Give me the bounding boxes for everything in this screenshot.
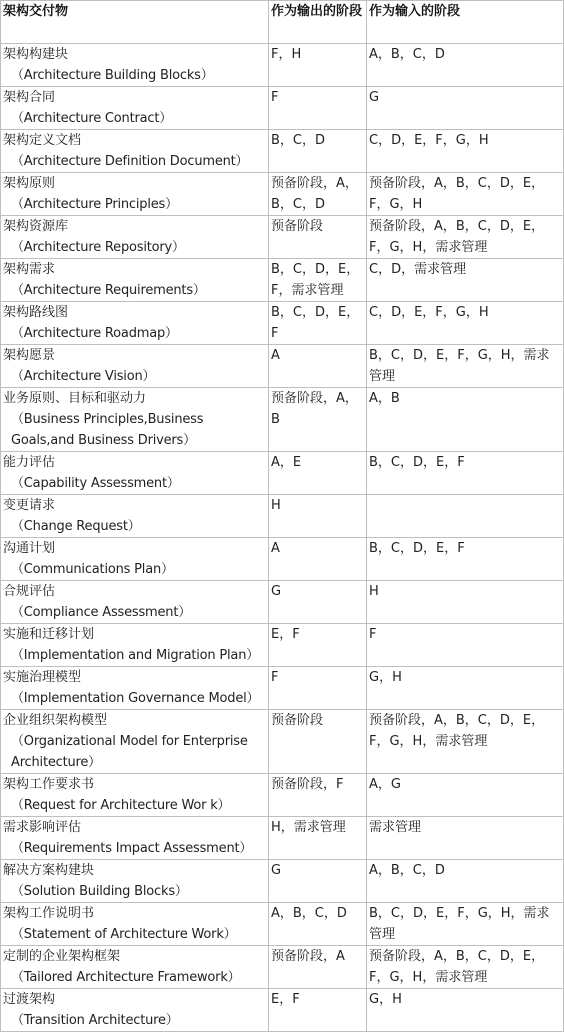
deliverable-name-en: （Compliance Assessment）	[11, 605, 192, 620]
output-phase-cell: H	[269, 495, 367, 538]
output-phase-cell: E，F	[269, 624, 367, 667]
deliverable-name-zh: 企业组织架构模型	[3, 713, 108, 728]
table-row	[1, 130, 564, 173]
deliverable-cell	[1, 667, 269, 710]
table-row	[1, 388, 564, 452]
input-phase-cell: G，H	[367, 667, 564, 710]
deliverable-cell	[1, 624, 269, 667]
input-phase-cell: G	[367, 87, 564, 130]
output-phase-cell: E，F	[269, 989, 367, 1032]
deliverable-name-en: （Implementation and Migration Plan）	[11, 648, 260, 663]
deliverable-name-en: （Business Principles,Business Goals,and Business Drivers）	[11, 412, 204, 448]
deliverable-name-zh: 解决方案构建块	[3, 863, 95, 878]
table-row	[1, 817, 564, 860]
deliverable-name-en: （Architecture Definition Document）	[11, 154, 249, 169]
input-phase-cell	[367, 495, 564, 538]
deliverable-name-zh: 业务原则、目标和驱动力	[3, 391, 147, 406]
input-phase-cell: B，C，D，E，F	[367, 452, 564, 495]
input-phase-cell: H	[367, 581, 564, 624]
table-row	[1, 345, 564, 388]
table-row	[1, 667, 564, 710]
deliverable-name-en: （Statement of Architecture Work）	[11, 927, 237, 942]
output-phase-cell: 预备阶段，A	[269, 946, 367, 989]
deliverable-name-en: （Architecture Building Blocks）	[11, 68, 214, 83]
table-row	[1, 538, 564, 581]
deliverable-name-zh: 架构工作说明书	[3, 906, 95, 921]
deliverable-name-en: （Tailored Architecture Framework）	[11, 970, 241, 985]
deliverable-cell	[1, 903, 269, 946]
table-row	[1, 87, 564, 130]
table-row	[1, 452, 564, 495]
deliverable-name-en: （Organizational Model for Enterprise Architecture）	[11, 734, 248, 770]
header-row	[1, 1, 564, 44]
input-phase-cell: C，D，需求管理	[367, 259, 564, 302]
table-row	[1, 259, 564, 302]
input-phase-cell: G，H	[367, 989, 564, 1032]
deliverable-name-en: （Capability Assessment）	[11, 476, 180, 491]
deliverable-cell	[1, 946, 269, 989]
deliverable-name-zh: 过渡架构	[3, 992, 56, 1007]
output-phase-cell: 预备阶段，F	[269, 774, 367, 817]
input-phase-cell: 预备阶段，A，B，C，D，E，F，G，H，需求管理	[367, 216, 564, 259]
output-phase-cell: B，C，D，E，F	[269, 302, 367, 345]
deliverable-name-en: （Communications Plan）	[11, 562, 174, 577]
table-row	[1, 302, 564, 345]
output-phase-cell: G	[269, 860, 367, 903]
deliverable-name-en: （Architecture Roadmap）	[11, 326, 178, 341]
deliverable-cell	[1, 345, 269, 388]
deliverable-name-en: （Request for Architecture Wor k）	[11, 798, 231, 813]
deliverable-cell	[1, 860, 269, 903]
output-phase-cell: A，B，C，D	[269, 903, 367, 946]
output-phase-cell: B，C，D	[269, 130, 367, 173]
deliverable-name-en: （Change Request）	[11, 519, 141, 534]
input-phase-cell: 预备阶段，A，B，C，D，E，F，G，H	[367, 173, 564, 216]
deliverable-cell	[1, 452, 269, 495]
deliverable-cell	[1, 581, 269, 624]
deliverable-name-zh: 架构定义文档	[3, 133, 82, 148]
deliverable-cell	[1, 710, 269, 774]
table-row	[1, 624, 564, 667]
deliverable-cell	[1, 44, 269, 87]
input-phase-cell: 预备阶段，A，B，C，D，E，F，G，H，需求管理	[367, 946, 564, 989]
table-row	[1, 495, 564, 538]
input-phase-cell: 需求管理	[367, 817, 564, 860]
input-phase-cell: 预备阶段，A，B，C，D，E，F，G，H，需求管理	[367, 710, 564, 774]
header-output-phase: 作为输出的阶段	[269, 1, 367, 44]
table-row	[1, 989, 564, 1032]
output-phase-cell: G	[269, 581, 367, 624]
deliverable-cell	[1, 774, 269, 817]
deliverable-name-zh: 需求影响评估	[3, 820, 82, 835]
output-phase-cell: A，E	[269, 452, 367, 495]
header-deliverable: 架构交付物	[1, 1, 269, 44]
deliverable-cell	[1, 538, 269, 581]
deliverable-cell	[1, 173, 269, 216]
deliverable-name-en: （Architecture Repository）	[11, 240, 185, 255]
table-row	[1, 173, 564, 216]
deliverable-cell	[1, 388, 269, 452]
input-phase-cell: A，B，C，D	[367, 44, 564, 87]
input-phase-cell: A，B	[367, 388, 564, 452]
deliverable-name-zh: 架构资源库	[3, 219, 69, 234]
deliverable-name-zh: 实施和迁移计划	[3, 627, 95, 642]
deliverable-name-zh: 沟通计划	[3, 541, 56, 556]
output-phase-cell: B，C，D，E，F，需求管理	[269, 259, 367, 302]
deliverable-name-zh: 变更请求	[3, 498, 56, 513]
table-row	[1, 710, 564, 774]
deliverable-name-en: （Architecture Vision）	[11, 369, 156, 384]
output-phase-cell: 预备阶段，A，B，C，D	[269, 173, 367, 216]
output-phase-cell: H，需求管理	[269, 817, 367, 860]
deliverable-name-en: （Architecture Contract）	[11, 111, 173, 126]
output-phase-cell: F	[269, 667, 367, 710]
deliverable-name-en: （Transition Architecture）	[11, 1013, 179, 1028]
deliverable-cell	[1, 989, 269, 1032]
input-phase-cell: A，B，C，D	[367, 860, 564, 903]
deliverable-name-zh: 架构工作要求书	[3, 777, 95, 792]
output-phase-cell: F	[269, 87, 367, 130]
deliverable-name-en: （Architecture Principles）	[11, 197, 178, 212]
deliverable-name-zh: 架构构建块	[3, 47, 69, 62]
deliverable-cell	[1, 495, 269, 538]
deliverable-name-zh: 架构路线图	[3, 305, 69, 320]
output-phase-cell: A	[269, 345, 367, 388]
deliverable-name-zh: 架构愿景	[3, 348, 56, 363]
table-row	[1, 774, 564, 817]
input-phase-cell: B，C，D，E，F	[367, 538, 564, 581]
deliverable-name-en: （Solution Building Blocks）	[11, 884, 188, 899]
table-row	[1, 903, 564, 946]
input-phase-cell: C，D，E，F，G，H	[367, 302, 564, 345]
deliverable-name-zh: 架构需求	[3, 262, 56, 277]
table-row	[1, 581, 564, 624]
deliverable-cell	[1, 817, 269, 860]
deliverable-name-en: （Implementation Governance Model）	[11, 691, 260, 706]
deliverable-cell	[1, 87, 269, 130]
table-row	[1, 216, 564, 259]
header-input-phase: 作为输入的阶段	[367, 1, 564, 44]
deliverable-name-zh: 合规评估	[3, 584, 56, 599]
deliverable-name-en: （Requirements Impact Assessment）	[11, 841, 253, 856]
output-phase-cell: A	[269, 538, 367, 581]
deliverable-name-zh: 架构合同	[3, 90, 56, 105]
deliverable-name-zh: 定制的企业架构框架	[3, 949, 121, 964]
deliverable-name-zh: 实施治理模型	[3, 670, 82, 685]
table-row	[1, 946, 564, 989]
deliverable-cell	[1, 302, 269, 345]
deliverable-cell	[1, 216, 269, 259]
table-row	[1, 44, 564, 87]
output-phase-cell: F，H	[269, 44, 367, 87]
deliverable-cell	[1, 259, 269, 302]
deliverable-cell	[1, 130, 269, 173]
deliverable-name-zh: 架构原则	[3, 176, 56, 191]
table-row	[1, 860, 564, 903]
input-phase-cell: B，C，D，E，F，G，H，需求管理	[367, 345, 564, 388]
input-phase-cell: F	[367, 624, 564, 667]
deliverable-name-en: （Architecture Requirements）	[11, 283, 206, 298]
deliverable-name-zh: 能力评估	[3, 455, 56, 470]
input-phase-cell: B，C，D，E，F，G，H，需求管理	[367, 903, 564, 946]
input-phase-cell: C，D，E，F，G，H	[367, 130, 564, 173]
input-phase-cell: A，G	[367, 774, 564, 817]
output-phase-cell: 预备阶段	[269, 710, 367, 774]
output-phase-cell: 预备阶段，A，B	[269, 388, 367, 452]
output-phase-cell: 预备阶段	[269, 216, 367, 259]
